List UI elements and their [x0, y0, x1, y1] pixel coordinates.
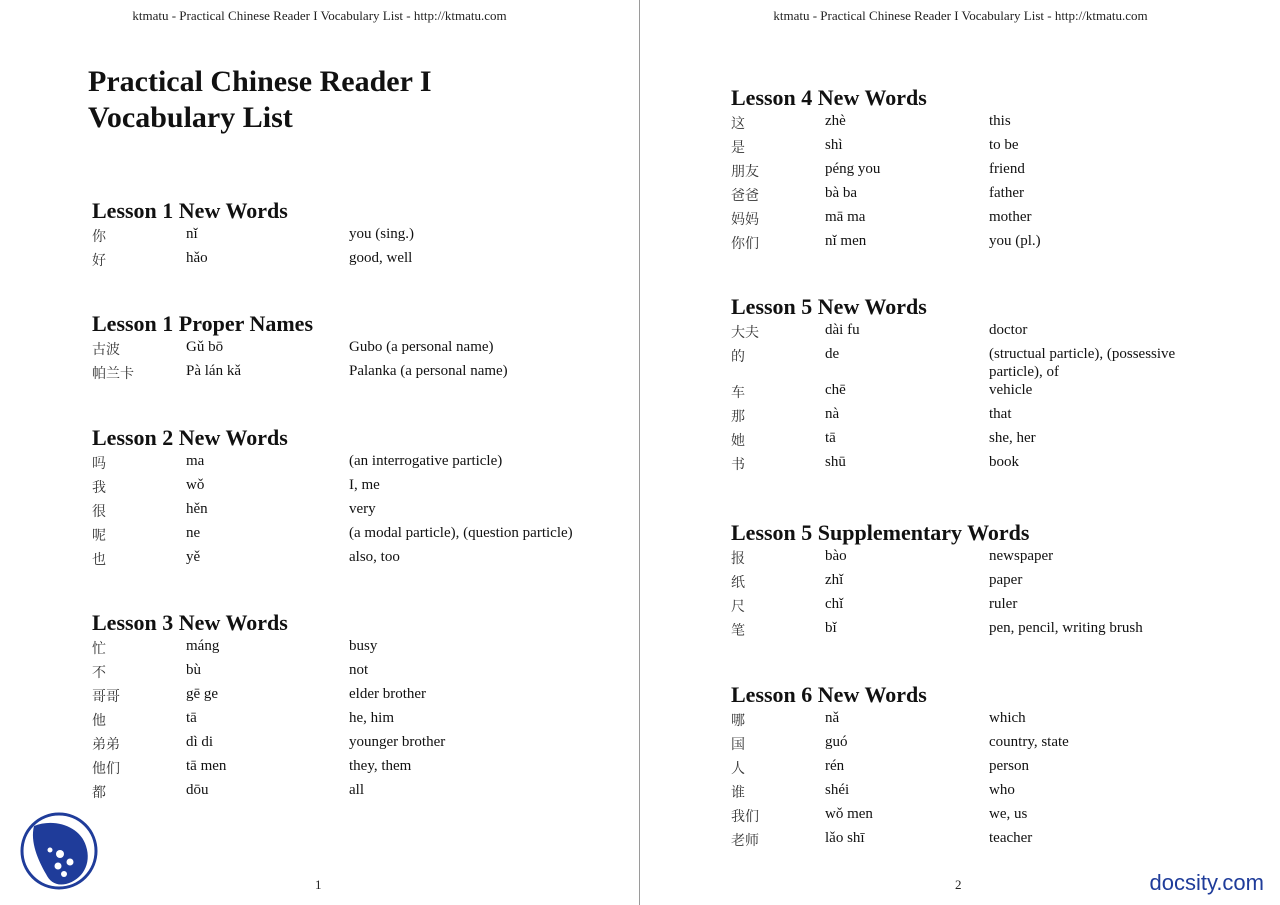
- section-heading: Lesson 1 Proper Names: [92, 311, 314, 336]
- hanzi-cell: 他: [92, 713, 106, 729]
- section-heading: Lesson 2 New Words: [92, 425, 288, 450]
- hanzi-cell: 朋友: [731, 164, 759, 180]
- english-cell: country, state: [989, 734, 1069, 750]
- english-cell: very: [349, 501, 376, 517]
- hanzi-cell: 你: [92, 229, 106, 245]
- hanzi-cell: 国: [731, 737, 745, 753]
- vocab-row: [92, 781, 609, 805]
- english-cell: paper: [989, 572, 1023, 588]
- pinyin-cell: dōu: [186, 782, 209, 798]
- section-heading: Lesson 4 New Words: [731, 85, 927, 110]
- pinyin-cell: wǒ men: [825, 806, 873, 822]
- vocab-row: [731, 829, 1204, 853]
- vocab-row: [92, 452, 609, 476]
- pinyin-cell: máng: [186, 638, 220, 654]
- english-cell: Gubo (a personal name): [349, 339, 494, 355]
- english-cell: he, him: [349, 710, 394, 726]
- english-cell: who: [989, 782, 1015, 798]
- english-cell: person: [989, 758, 1029, 774]
- pinyin-cell: nǐ men: [825, 233, 867, 249]
- hanzi-cell: 吗: [92, 456, 106, 472]
- vocab-row: [731, 208, 1204, 232]
- pinyin-cell: chǐ: [825, 596, 844, 612]
- vocab-row: [731, 595, 1204, 619]
- vocab-section: [92, 424, 609, 572]
- vocab-section: [731, 519, 1204, 643]
- english-cell: (a modal particle), (question particle): [349, 525, 573, 541]
- english-cell: younger brother: [349, 734, 446, 750]
- hanzi-cell: 她: [731, 433, 745, 449]
- hanzi-cell: 弟弟: [92, 737, 120, 753]
- hanzi-cell: 他们: [92, 761, 120, 777]
- vocab-row: [731, 429, 1204, 453]
- english-cell: pen, pencil, writing brush: [989, 620, 1143, 636]
- vocab-row: [92, 476, 609, 500]
- pinyin-cell: shì: [825, 137, 843, 153]
- hanzi-cell: 尺: [731, 599, 745, 615]
- hanzi-cell: 哥哥: [92, 689, 120, 705]
- pinyin-cell: mā ma: [825, 209, 866, 225]
- vocab-row: [731, 232, 1204, 256]
- english-cell: elder brother: [349, 686, 427, 702]
- hanzi-cell: 是: [731, 140, 745, 156]
- pinyin-cell: rén: [825, 758, 845, 774]
- section-heading: Lesson 5 Supplementary Words: [731, 520, 1030, 545]
- english-cell: friend: [989, 161, 1025, 177]
- hanzi-cell: 爸爸: [731, 188, 759, 204]
- hanzi-cell: 哪: [731, 713, 745, 729]
- english-cell: doctor: [989, 322, 1028, 338]
- section-heading: Lesson 3 New Words: [92, 610, 288, 635]
- vocab-section: [731, 293, 1204, 477]
- section-heading: Lesson 5 New Words: [731, 294, 927, 319]
- hanzi-cell: 大夫: [731, 325, 759, 341]
- pinyin-cell: zhè: [825, 113, 846, 129]
- hanzi-cell: 呢: [92, 528, 106, 544]
- hanzi-cell: 谁: [731, 785, 745, 801]
- docsity-brand-text[interactable]: docsity.com: [1149, 870, 1264, 895]
- vocab-row: [731, 781, 1204, 805]
- english-cell: father: [989, 185, 1024, 201]
- vocab-row: [731, 619, 1204, 643]
- vocab-row: [92, 338, 609, 362]
- vocab-row: [731, 184, 1204, 208]
- english-cell: not: [349, 662, 369, 678]
- hanzi-cell: 报: [731, 551, 745, 567]
- english-cell: we, us: [989, 806, 1028, 822]
- english-cell: mother: [989, 209, 1032, 225]
- pinyin-cell: tā: [825, 430, 836, 446]
- page-number: 2: [955, 877, 962, 892]
- pinyin-cell: tā: [186, 710, 197, 726]
- vocab-row: [92, 733, 609, 757]
- hanzi-cell: 我: [92, 480, 106, 496]
- english-cell: Palanka (a personal name): [349, 363, 508, 379]
- vocab-row: [731, 345, 1204, 381]
- docsity-logo-icon[interactable]: [20, 812, 98, 890]
- pinyin-cell: bǐ: [825, 620, 837, 636]
- section-heading: Lesson 6 New Words: [731, 682, 927, 707]
- hanzi-cell: 老师: [731, 833, 759, 849]
- vocab-section: [92, 310, 609, 386]
- english-cell: newspaper: [989, 548, 1054, 564]
- hanzi-cell: 人: [731, 761, 745, 777]
- hanzi-cell: 帕兰卡: [92, 366, 134, 382]
- pinyin-cell: chē: [825, 382, 846, 398]
- vocab-row: [92, 362, 609, 386]
- vocab-row: [731, 709, 1204, 733]
- hanzi-cell: 书: [731, 457, 745, 473]
- pinyin-cell: nǐ: [186, 226, 198, 242]
- vocab-row: [731, 571, 1204, 595]
- pinyin-cell: Gǔ bō: [186, 339, 224, 355]
- title-line: Vocabulary List: [88, 101, 293, 134]
- english-cell: you (sing.): [349, 226, 414, 242]
- vocab-section: [731, 84, 1204, 256]
- hanzi-cell: 妈妈: [731, 212, 759, 228]
- vocab-row: [92, 225, 609, 249]
- vocab-row: [731, 112, 1204, 136]
- hanzi-cell: 古波: [92, 342, 120, 358]
- pinyin-cell: gē ge: [186, 686, 219, 702]
- vocab-row: [731, 381, 1204, 405]
- hanzi-cell: 我们: [731, 809, 759, 825]
- vocab-row: [92, 548, 609, 572]
- page-header: ktmatu - Practical Chinese Reader I Vocabulary List - http://ktmatu.com: [773, 8, 1148, 23]
- english-cell: ruler: [989, 596, 1018, 612]
- pinyin-cell: bù: [186, 662, 201, 678]
- page-2: [641, 0, 1280, 905]
- hanzi-cell: 纸: [731, 575, 745, 591]
- hanzi-cell: 车: [731, 385, 745, 401]
- vocab-row: [92, 524, 609, 548]
- english-cell: (an interrogative particle): [349, 453, 503, 469]
- english-cell: this: [989, 113, 1011, 129]
- english-cell: (structual particle), (possessive particle), of: [989, 346, 1176, 380]
- hanzi-cell: 那: [731, 409, 745, 425]
- english-cell: all: [349, 782, 364, 798]
- pinyin-cell: tā men: [186, 758, 227, 774]
- pinyin-cell: nà: [825, 406, 840, 422]
- hanzi-cell: 忙: [92, 641, 106, 657]
- pinyin-cell: ne: [186, 525, 201, 541]
- vocab-row: [731, 453, 1204, 477]
- english-cell: good, well: [349, 250, 413, 266]
- pinyin-cell: guó: [825, 734, 848, 750]
- vocab-row: [731, 757, 1204, 781]
- vocab-section: [92, 609, 609, 805]
- pinyin-cell: Pà lán kǎ: [186, 363, 241, 379]
- pinyin-cell: zhǐ: [825, 572, 844, 588]
- hanzi-cell: 也: [92, 552, 106, 568]
- pinyin-cell: bà ba: [825, 185, 858, 201]
- pinyin-cell: shéi: [825, 782, 850, 798]
- pinyin-cell: lǎo shī: [825, 830, 865, 846]
- hanzi-cell: 这: [731, 116, 745, 132]
- english-cell: book: [989, 454, 1019, 470]
- hanzi-cell: 都: [92, 785, 106, 801]
- title-line: Practical Chinese Reader I: [88, 65, 432, 98]
- vocab-row: [92, 685, 609, 709]
- vocab-row: [92, 637, 609, 661]
- pinyin-cell: wǒ: [186, 477, 205, 493]
- page-number: 1: [315, 877, 322, 892]
- pinyin-cell: yě: [186, 549, 201, 565]
- vocab-row: [731, 805, 1204, 829]
- page-header: ktmatu - Practical Chinese Reader I Vocabulary List - http://ktmatu.com: [132, 8, 507, 23]
- english-cell: also, too: [349, 549, 400, 565]
- english-cell: busy: [349, 638, 378, 654]
- pinyin-cell: ma: [186, 453, 205, 469]
- hanzi-cell: 笔: [731, 623, 745, 639]
- pinyin-cell: bào: [825, 548, 847, 564]
- hanzi-cell: 很: [92, 504, 106, 520]
- english-cell: she, her: [989, 430, 1036, 446]
- english-cell: you (pl.): [989, 233, 1041, 249]
- vocab-row: [731, 405, 1204, 429]
- vocab-row: [92, 757, 609, 781]
- vocab-section: [731, 681, 1204, 853]
- vocab-row: [92, 249, 609, 273]
- hanzi-cell: 好: [92, 253, 106, 269]
- english-cell: vehicle: [989, 382, 1033, 398]
- vocab-row: [92, 661, 609, 685]
- pinyin-cell: de: [825, 346, 840, 362]
- vocab-section: [92, 197, 609, 273]
- english-cell: which: [989, 710, 1026, 726]
- vocab-row: [92, 500, 609, 524]
- pinyin-cell: hǎo: [186, 250, 208, 266]
- pinyin-cell: hěn: [186, 501, 208, 517]
- section-heading: Lesson 1 New Words: [92, 198, 288, 223]
- hanzi-cell: 的: [731, 349, 745, 365]
- pinyin-cell: shū: [825, 454, 846, 470]
- hanzi-cell: 你们: [731, 236, 759, 252]
- english-cell: I, me: [349, 477, 380, 493]
- pinyin-cell: péng you: [825, 161, 881, 177]
- pinyin-cell: dài fu: [825, 322, 860, 338]
- vocab-row: [92, 709, 609, 733]
- vocab-row: [731, 547, 1204, 571]
- english-cell: teacher: [989, 830, 1033, 846]
- english-cell: that: [989, 406, 1012, 422]
- vocab-row: [731, 321, 1204, 345]
- hanzi-cell: 不: [92, 665, 106, 681]
- pinyin-cell: nǎ: [825, 710, 840, 726]
- vocab-row: [731, 136, 1204, 160]
- vocab-row: [731, 160, 1204, 184]
- document-title: [88, 64, 432, 136]
- english-cell: to be: [989, 137, 1019, 153]
- english-cell: they, them: [349, 758, 412, 774]
- vocab-row: [731, 733, 1204, 757]
- pinyin-cell: dì di: [186, 734, 214, 750]
